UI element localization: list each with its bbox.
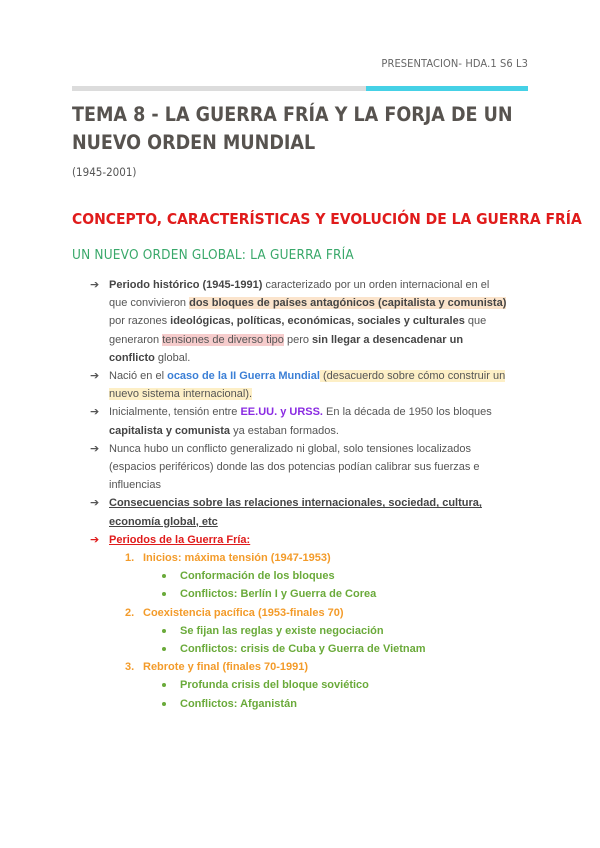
dot-icon <box>162 702 166 706</box>
period-sub-list <box>143 676 510 712</box>
bullet-text: pero <box>283 333 313 346</box>
bullet-text: caracterizado por un orden internacional en el que convivieron <box>109 279 490 310</box>
period-item <box>125 549 510 604</box>
period-title: Rebrote y final (finales 70-1991) <box>143 661 309 674</box>
period-detail: Conflictos: crisis de Cuba y Guerra de Vietnam <box>180 643 426 656</box>
bullet-text-purple: EE.UU. y URSS. <box>240 406 323 419</box>
period-detail: Profunda crisis del bloque soviético <box>180 679 369 692</box>
page-subtitle: (1945-2001) <box>72 165 137 179</box>
bullet-text-bold: Consecuencias sobre las relaciones internacionales, sociedad, cultura, economía global, etc <box>109 497 482 528</box>
period-number: 1. <box>125 552 135 565</box>
bullet-text: global. <box>154 351 191 364</box>
list-item <box>90 531 510 713</box>
arrow-right-icon: ➔ <box>90 497 100 510</box>
bullet-text: Nunca hubo un conflicto generalizado ni global, solo tensiones localizados (espacios periféricos) donde las dos potencias podían calibrar sus fuerzas e influencias <box>109 442 480 492</box>
list-item <box>90 403 510 439</box>
arrow-right-icon: ➔ <box>90 279 100 291</box>
arrow-right-icon: ➔ <box>90 406 100 419</box>
bullet-text-bold: capitalista y comunista <box>109 424 231 437</box>
list-item <box>162 640 510 658</box>
bullet-text-bold: Periodo histórico (1945-1991) <box>109 279 263 291</box>
sub-heading: UN NUEVO ORDEN GLOBAL: LA GUERRA FRÍA <box>72 247 354 263</box>
list-item <box>162 695 510 713</box>
periods-heading: Periodos de la Guerra Fría: <box>109 533 251 546</box>
highlighted-text: dos bloques de países antagónicos (capitalista y comunista) <box>189 297 507 310</box>
bullet-text: Nació en el <box>109 370 168 383</box>
bullet-text: Inicialmente, tensión entre <box>109 406 241 419</box>
period-sub-list <box>143 622 510 658</box>
header-rule <box>72 86 528 91</box>
document-header: PRESENTACION- HDA.1 S6 L3 <box>381 57 528 70</box>
period-number: 3. <box>125 661 135 674</box>
list-item <box>162 585 510 603</box>
bullet-text: ya estaban formados. <box>230 424 339 437</box>
period-sub-list <box>143 567 510 603</box>
bullet-text: En la década de 1950 los bloques <box>323 406 492 419</box>
dot-icon <box>162 574 166 578</box>
bullet-text-blue: ocaso de la II Guerra Mundial <box>167 370 320 383</box>
list-item <box>162 676 510 694</box>
list-item <box>90 494 510 530</box>
list-item <box>90 367 510 403</box>
highlighted-text: tensiones de diverso tipo <box>162 333 284 346</box>
bullet-list <box>90 276 510 713</box>
period-item <box>125 658 510 713</box>
bullet-text: por razones <box>109 315 171 328</box>
dot-icon <box>162 592 166 596</box>
period-detail: Conformación de los bloques <box>180 570 335 583</box>
section-heading: CONCEPTO, CARACTERÍSTICAS Y EVOLUCIÓN DE LA GUERRA FRÍA <box>72 210 582 228</box>
dot-icon <box>162 629 166 633</box>
highlighted-text: (desacuerdo sobre cómo construir un nuevo sistema internacional). <box>109 370 506 401</box>
list-item <box>90 276 510 367</box>
period-number: 2. <box>125 606 135 619</box>
period-detail: Conflictos: Berlín I y Guerra de Corea <box>180 588 377 601</box>
list-item <box>162 622 510 640</box>
arrow-right-icon: ➔ <box>90 442 100 455</box>
list-item <box>162 567 510 585</box>
list-item <box>90 440 510 495</box>
bullet-text-bold: ideológicas, políticas, económicas, sociales y culturales <box>170 315 465 328</box>
arrow-right-icon: ➔ <box>90 370 100 383</box>
dot-icon <box>162 683 166 687</box>
header-rule-accent <box>366 86 528 91</box>
bullet-text: que generaron <box>109 315 487 346</box>
dot-icon <box>162 647 166 651</box>
period-title: Inicios: máxima tensión (1947-1953) <box>143 552 331 565</box>
period-title: Coexistencia pacífica (1953-finales 70) <box>143 606 344 619</box>
periods-list <box>109 549 510 713</box>
arrow-right-icon: ➔ <box>90 533 100 546</box>
period-item <box>125 604 510 659</box>
period-detail: Conflictos: Afganistán <box>180 697 297 710</box>
bullet-text-bold: sin llegar a desencadenar un conflicto <box>109 333 464 364</box>
period-detail: Se fijan las reglas y existe negociación <box>180 624 384 637</box>
page-title: TEMA 8 - LA GUERRA FRÍA Y LA FORJA DE UN NUEVO ORDEN MUNDIAL <box>72 103 513 154</box>
